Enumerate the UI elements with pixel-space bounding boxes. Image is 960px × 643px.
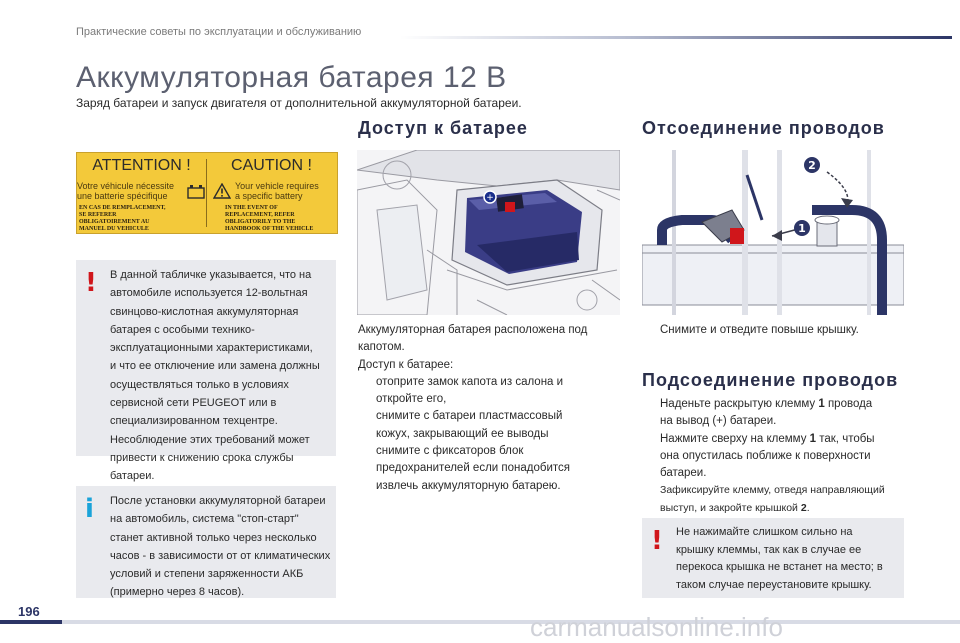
bullet-line: [660, 396, 904, 413]
sticker-right-line: Your vehicle requires: [235, 181, 319, 191]
breadcrumb: Практические советы по эксплуатации и обслуживанию: [76, 26, 362, 38]
access-text: [358, 322, 620, 495]
sticker-left-body: [77, 181, 174, 201]
warning-note-text: [110, 266, 336, 486]
note-line: станет активной только через несколько: [110, 531, 317, 544]
sticker-small-line: EN CAS DE REMPLACEMENT,: [79, 205, 166, 211]
bullet-line: снимите с батареи пластмассовый: [376, 410, 563, 423]
note-line: Несоблюдение этих требований может: [110, 433, 310, 446]
bullet-line: извлечь аккумуляторную батарею.: [376, 479, 561, 492]
connect-text: [642, 396, 904, 517]
battery-warning-sticker: [76, 152, 338, 234]
access-bullet: [358, 408, 620, 443]
text-run: выступ, и закройте крышкой: [660, 501, 801, 514]
svg-text:+: +: [486, 193, 494, 203]
text-run: Нажмите сверху на клемму: [660, 432, 810, 445]
sticker-left-panel: [77, 153, 206, 233]
note-line: условий и степени заряженности АКБ: [110, 568, 304, 581]
caution-note: [642, 518, 904, 598]
note-line: перекоса крышка не встанет на место; в: [676, 561, 883, 573]
note-line: крышку клеммы, так как в случае ее: [676, 543, 862, 556]
note-line: эксплуатационными характеристиками,: [110, 342, 313, 355]
sticker-left-heading: ATTENTION !: [92, 157, 191, 174]
text-run: .: [806, 501, 810, 514]
bullet-line: предохранителей если понадобится: [376, 462, 571, 475]
connect-heading: Подсоединение проводов: [642, 370, 899, 390]
warning-triangle-icon: [213, 183, 231, 199]
callout-2: 2: [808, 159, 816, 172]
connect-bullet: [642, 482, 904, 517]
page-title: Аккумуляторная батарея 12 В: [76, 61, 507, 94]
bullet-line: снимите с фиксаторов блок: [376, 445, 524, 458]
text-run: Наденьте раскрытую клемму: [660, 398, 819, 410]
warning-note: [76, 260, 336, 483]
note-line: часов - в зависимости от от климатических: [110, 549, 331, 562]
page-number: 196: [18, 604, 40, 619]
sticker-small-line: HANDBOOK OF THE VEHICLE: [225, 226, 314, 232]
connect-bullet: [642, 396, 904, 431]
footer-rule-accent: [0, 620, 62, 624]
note-line: осуществляться только в условиях: [110, 378, 289, 391]
callout-ref: 2: [800, 501, 807, 514]
note-line: таком случае переустановите крышку.: [676, 578, 872, 591]
note-line: автомобиле используется 12-вольтная: [110, 287, 308, 300]
info-note-text: [110, 492, 330, 602]
callout-ref: 1: [818, 398, 825, 410]
note-line: привести к снижению срока службы батареи.: [110, 451, 294, 483]
bullet-line: откройте его,: [376, 393, 447, 406]
disconnect-heading: Отсоединение проводов: [642, 118, 885, 138]
access-intro-line: Аккумуляторная батарея расположена под: [358, 324, 588, 336]
sticker-right-line: a specific battery: [235, 191, 303, 201]
access-bullet: [358, 443, 620, 495]
sticker-left-line: une batterie spécifique: [77, 191, 168, 201]
sticker-small-line: REPLACEMENT, REFER: [225, 212, 295, 218]
note-line: батарея с особыми технико-: [110, 323, 255, 336]
note-line: После установки аккумуляторной батареи: [110, 495, 326, 507]
sticker-right-small: [225, 205, 313, 233]
bullet-line: батареи.: [660, 467, 707, 480]
access-heading: Доступ к батарее: [358, 118, 528, 138]
bullet-line: кожух, закрывающий ее выводы: [376, 427, 549, 440]
note-line: на автомобиль, система "стоп-старт": [110, 513, 299, 526]
note-line: Не нажимайте слишком сильно на: [676, 526, 853, 538]
info-icon: i: [85, 494, 94, 524]
watermark: carmanualsonline.info: [530, 612, 783, 642]
sticker-right-panel: [207, 153, 336, 233]
sticker-right-heading: CAUTION !: [231, 157, 312, 174]
header-rule: [400, 36, 952, 39]
note-line: (примерно через 8 часов).: [110, 586, 245, 599]
warning-exclamation-icon: !: [85, 268, 97, 298]
bullet-line: на вывод (+) батареи.: [660, 415, 777, 428]
bullet-line: отоприте замок капота из салона и: [376, 375, 564, 388]
sticker-small-line: OBLIGATORILY TO THE: [225, 219, 296, 225]
note-line: специализированном техцентре.: [110, 415, 278, 428]
sticker-small-line: OBLIGATOIREMENT AU: [79, 219, 150, 225]
access-bullet: [358, 374, 620, 409]
sticker-left-small: [79, 205, 166, 233]
info-note: [76, 486, 336, 598]
sticker-small-line: SE REFERER: [79, 212, 117, 218]
sticker-left-line: Votre véhicule nécessite: [77, 181, 175, 191]
disconnect-bullet: [642, 322, 922, 339]
access-intro-line: Доступ к батарее:: [358, 358, 454, 371]
callout-1: 1: [798, 222, 806, 235]
note-line: В данной табличке указывается, что на: [110, 269, 312, 281]
note-line: и что ее отключение или замена должны: [110, 360, 320, 373]
text-run: так, чтобы: [816, 432, 875, 445]
sticker-small-line: MANUEL DU VEHICULE: [79, 226, 149, 232]
terminal-disconnect-illustration: [642, 150, 904, 315]
battery-icon: [187, 185, 205, 199]
access-intro-line: капотом.: [358, 341, 405, 354]
bullet-line: Зафиксируйте клемму, отведя направляющий: [660, 484, 885, 497]
sticker-small-line: IN THE EVENT OF: [225, 205, 278, 211]
text-run: провода: [824, 398, 873, 410]
caution-note-text: [676, 524, 883, 594]
bullet-line: [660, 500, 904, 517]
sticker-right-body: [235, 181, 319, 201]
connect-bullet: [642, 431, 904, 483]
footer-rule: [0, 620, 960, 624]
bullet-line: она опустилась поближе к поверхности: [660, 449, 871, 462]
bullet-line: [660, 431, 904, 448]
callout-ref: 1: [809, 432, 817, 445]
warning-exclamation-icon: !: [651, 526, 663, 556]
bullet-line: Снимите и отведите повыше крышку.: [660, 324, 859, 336]
page-subtitle: Заряд батареи и запуск двигателя от дополнительной аккумуляторной батареи.: [76, 96, 522, 110]
note-line: сервисной сети PEUGEOT или в: [110, 397, 277, 410]
engine-bay-illustration: [357, 150, 620, 315]
note-line: свинцово-кислотная аккумуляторная: [110, 305, 299, 318]
